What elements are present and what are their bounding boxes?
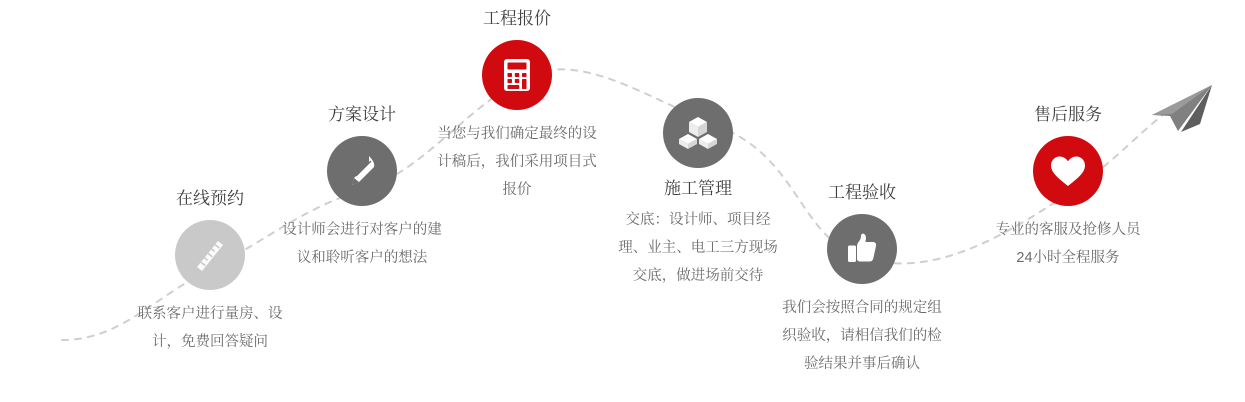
step-description: 我们会按照合同的规定组织验收，请相信我们的检验结果并事后确认 <box>782 300 942 372</box>
step-title: 施工管理 <box>664 179 732 198</box>
step-project-quotation <box>427 8 607 204</box>
step-title: 工程验收 <box>828 183 896 202</box>
heart-icon <box>1033 136 1103 206</box>
step-description: 当您与我们确定最终的设计稿后，我们采用项目式报价 <box>437 126 597 198</box>
step-title: 方案设计 <box>328 105 396 124</box>
step-title: 售后服务 <box>1034 105 1102 124</box>
step-description: 联系客户进行量房、设计，免费回答疑问 <box>137 306 283 350</box>
step-description: 交底：设计师、项目经理、业主、电工三方现场交底，做进场前交待 <box>618 212 778 284</box>
pen-icon <box>327 136 397 206</box>
paper-plane-arrow-icon <box>1152 85 1212 132</box>
step-project-acceptance <box>772 182 952 378</box>
step-scheme-design <box>272 104 452 272</box>
ruler-icon <box>175 220 245 290</box>
calculator-icon <box>482 40 552 110</box>
step-title: 在线预约 <box>176 189 244 208</box>
step-description: 设计师会进行对客户的建议和聆听客户的想法 <box>282 222 442 266</box>
step-description: 专业的客服及抢修人员24小时全程服务 <box>995 222 1141 266</box>
step-title: 工程报价 <box>483 9 551 28</box>
boxes-icon <box>663 98 733 168</box>
step-construction-management <box>608 88 788 290</box>
thumbs-up-icon <box>827 214 897 284</box>
step-after-sales-service <box>978 104 1158 272</box>
